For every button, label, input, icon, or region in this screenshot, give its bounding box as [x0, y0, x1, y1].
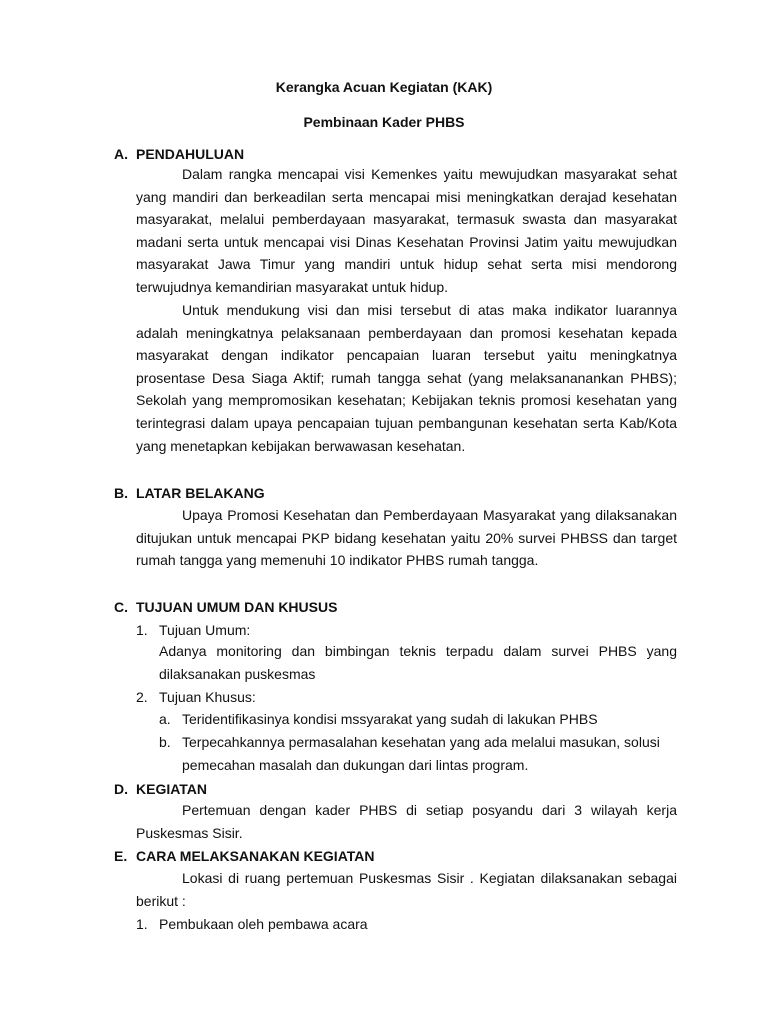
section-c-letter: C.	[114, 599, 128, 615]
section-e-heading	[114, 847, 375, 865]
section-e-letter: E.	[114, 848, 128, 864]
section-e-paragraph-1: Lokasi di ruang pertemuan Puskesmas Sisir . Kegiatan dilaksanakan sebagai berikut :	[136, 870, 677, 909]
section-c-heading	[114, 598, 337, 616]
section-b-paragraph-1: Upaya Promosi Kesehatan dan Pemberdayaan Masyarakat yang dilaksanakan ditujukan untuk mencapai PKP bidang kesehatan yaitu 20% survei PHBSS dan target rumah tangga yang memenuhi 10 indikator PHBS rumah tangga.	[136, 507, 677, 569]
list-item-number: 2.	[136, 689, 148, 705]
section-c-title: TUJUAN UMUM DAN KHUSUS	[136, 599, 338, 615]
sub-list-item-text: Teridentifikasinya kondisi mssyarakat yang sudah di lakukan PHBS	[182, 711, 598, 727]
document-subtitle: Pembinaan Kader PHBS	[303, 114, 465, 130]
section-b-title: LATAR BELAKANG	[136, 485, 265, 501]
section-b-heading	[114, 484, 265, 502]
section-a-paragraph-2: Untuk mendukung visi dan misi tersebut di atas maka indikator luarannya adalah meningkatnya pelaksanaan pemberdayaan dan promosi kesehatan kepada masyarakat dengan indikator pencapaian luaran tersebut yaitu meningkatnya prosentase Desa Siaga Aktif; rumah tangga sehat (yang melaksananankan PHBS); Sekolah yang mempromosikan kesehatan; Kebijakan teknis promosi kesehatan yang terintegrasi dalam upaya pencapaian tujuan pembangunan kesehatan serta Kab/Kota yang menetapkan kebijakan berwawasan kesehatan.	[136, 302, 677, 454]
sub-list-item-letter: b.	[159, 734, 171, 750]
sub-list-item-text: Terpecahkannya permasalahan kesehatan yang ada melalui masukan, solusi pemecahan masalah dan dukungan dari lintas program.	[182, 734, 660, 773]
list-item-label: Tujuan Umum:	[159, 622, 251, 638]
list-item-tujuan-khusus	[136, 688, 256, 706]
tujuan-umum-text: Adanya monitoring dan bimbingan teknis terpadu dalam survei PHBS yang dilaksanakan puskesmas	[159, 643, 677, 682]
list-item-tujuan-umum	[136, 621, 250, 639]
list-item-number: 1.	[136, 916, 148, 932]
section-a-title: PENDAHULUAN	[136, 146, 245, 162]
document-title: Kerangka Acuan Kegiatan (KAK)	[275, 79, 493, 95]
sub-list-item-a	[159, 708, 677, 731]
list-item-number: 1.	[136, 622, 148, 638]
section-d-paragraph-1: Pertemuan dengan kader PHBS di setiap posyandu dari 3 wilayah kerja Puskesmas Sisir.	[136, 802, 677, 841]
section-d-letter: D.	[114, 781, 128, 797]
section-a-letter: A.	[114, 146, 128, 162]
list-item-pembukaan	[136, 915, 368, 933]
section-a-heading	[114, 145, 244, 163]
list-item-label: Tujuan Khusus:	[159, 689, 256, 705]
section-e-title: CARA MELAKSANAKAN KEGIATAN	[136, 848, 375, 864]
section-d-title: KEGIATAN	[136, 781, 208, 797]
sub-list-item-letter: a.	[159, 711, 171, 727]
section-a-paragraph-1: Dalam rangka mencapai visi Kemenkes yaitu mewujudkan masyarakat sehat yang mandiri dan berkeadilan serta mencapai misi meningkatkan derajad kesehatan masyarakat, melalui pemberdayaan masyarakat, termasuk swasta dan masyarakat madani serta untuk mencapai visi Dinas Kesehatan Provinsi Jatim yaitu mewujudkan masyarakat Jawa Timur yang mandiri untuk hidup sehat serta misi mendorong terwujudnya kemandirian masyarakat untuk hidup.	[136, 166, 677, 295]
section-d-heading	[114, 780, 207, 798]
list-item-label: Pembukaan oleh pembawa acara	[159, 916, 368, 932]
section-b-letter: B.	[114, 485, 128, 501]
sub-list-item-b	[159, 731, 677, 776]
